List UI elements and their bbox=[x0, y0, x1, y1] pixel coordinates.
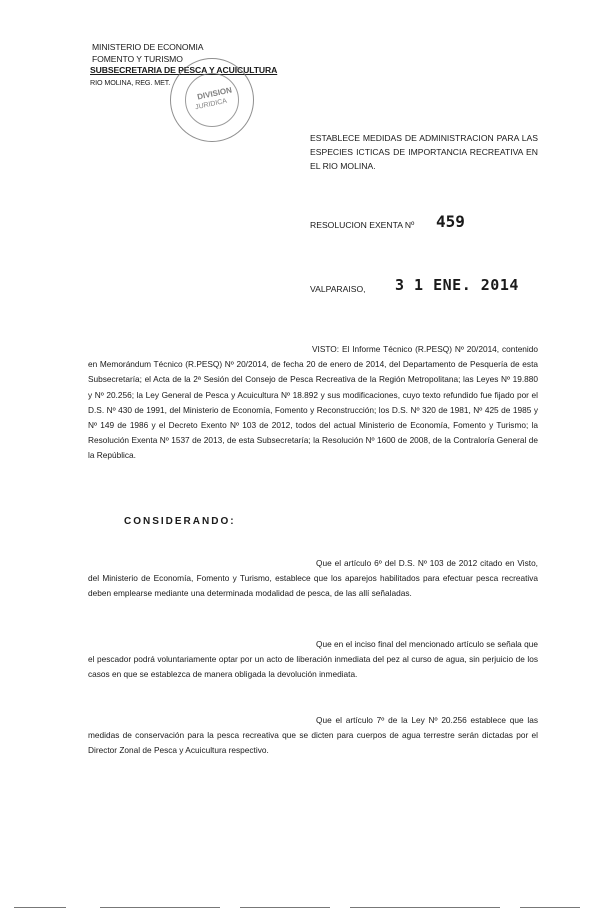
scan-mark bbox=[520, 907, 580, 908]
resolution-subject: ESTABLECE MEDIDAS DE ADMINISTRACION PARA LAS ESPECIES ICTICAS DE IMPORTANCIA RECREATIVA EN EL RIO MOLINA. bbox=[310, 133, 538, 171]
scan-mark bbox=[240, 907, 330, 908]
stamp-text-juridica: JURIDICA bbox=[194, 97, 228, 112]
scan-mark bbox=[100, 907, 220, 908]
resolution-number: 459 bbox=[436, 212, 465, 231]
date-stamp: 3 1 ENE. 2014 bbox=[395, 276, 519, 294]
resolution-label: RESOLUCION EXENTA Nº bbox=[310, 220, 415, 230]
considerando-paragraph-3: Que el artículo 7º de la Ley Nº 20.256 establece que las medidas de conservación para la pesca recreativa que se dicten para cuerpos de agua terrestre serán dictadas por el Director Zonal de Pesca y Acuicultura respectivo. bbox=[88, 715, 538, 756]
stamp-text-division: DIVISION bbox=[196, 85, 233, 102]
scan-mark bbox=[14, 907, 66, 908]
ministry-subtitle: FOMENTO Y TURISMO bbox=[92, 53, 183, 64]
reference-line: RIO MOLINA, REG. MET. bbox=[90, 77, 171, 87]
scan-mark bbox=[350, 907, 500, 908]
considerando-paragraph-1: Que el artículo 6º del D.S. Nº 103 de 2012 citado en Visto, del Ministerio de Economía, Fomento y Turismo, establece que los aparejos habilitados para efectuar pesca recreativa deben emplearse mediante una determinada modalidad de pesca, de las allí señaladas. bbox=[88, 558, 538, 599]
subsecretaria-name: SUBSECRETARIA DE PESCA Y ACUICULTURA bbox=[90, 65, 278, 75]
considerando-paragraph-2: Que en el inciso final del mencionado artículo se señala que el pescador podrá voluntariamente optar por un acto de liberación inmediata del pez al curso de agua, sin perjuicio de los casos en que se establezca de manera obligada la devolución inmediata. bbox=[88, 639, 538, 680]
ministry-name: MINISTERIO DE ECONOMIA bbox=[92, 42, 204, 52]
visto-paragraph: VISTO: El Informe Técnico (R.PESQ) Nº 20/2014, contenido en Memorándum Técnico (R.PESQ) Nº 20/2014, de fecha 20 de enero de 2014, del Departamento de Pesquería de esta Subsecretaría; el Acta de la 2ª Sesión del Consejo de Pesca Recreativa de la Región Metropolitana; las Leyes Nº 19.880 y Nº 20.256; la Ley General de Pesca y Acuicultura Nº 18.892 y sus modificaciones, cuyo texto refundido fue fijado por el D.S. Nº 430 de 1991, del Ministerio de Economía, Fomento y Reconstrucción; los D.S. Nº 320 de 1981, Nº 425 de 1985 y Nº 149 de 1986 y el Decreto Exento Nº 103 de 2012, todos del actual Ministerio de Economía, Fomento y Turismo; la Resolución Exenta Nº 1537 de 2013, de esta Subsecretaría; la Resolución Nº 1600 de 2008, de la Contraloría General de la República. bbox=[88, 344, 538, 461]
place: VALPARAISO, bbox=[310, 284, 366, 294]
division-stamp bbox=[170, 58, 254, 142]
considerando-heading: CONSIDERANDO: bbox=[124, 516, 236, 527]
